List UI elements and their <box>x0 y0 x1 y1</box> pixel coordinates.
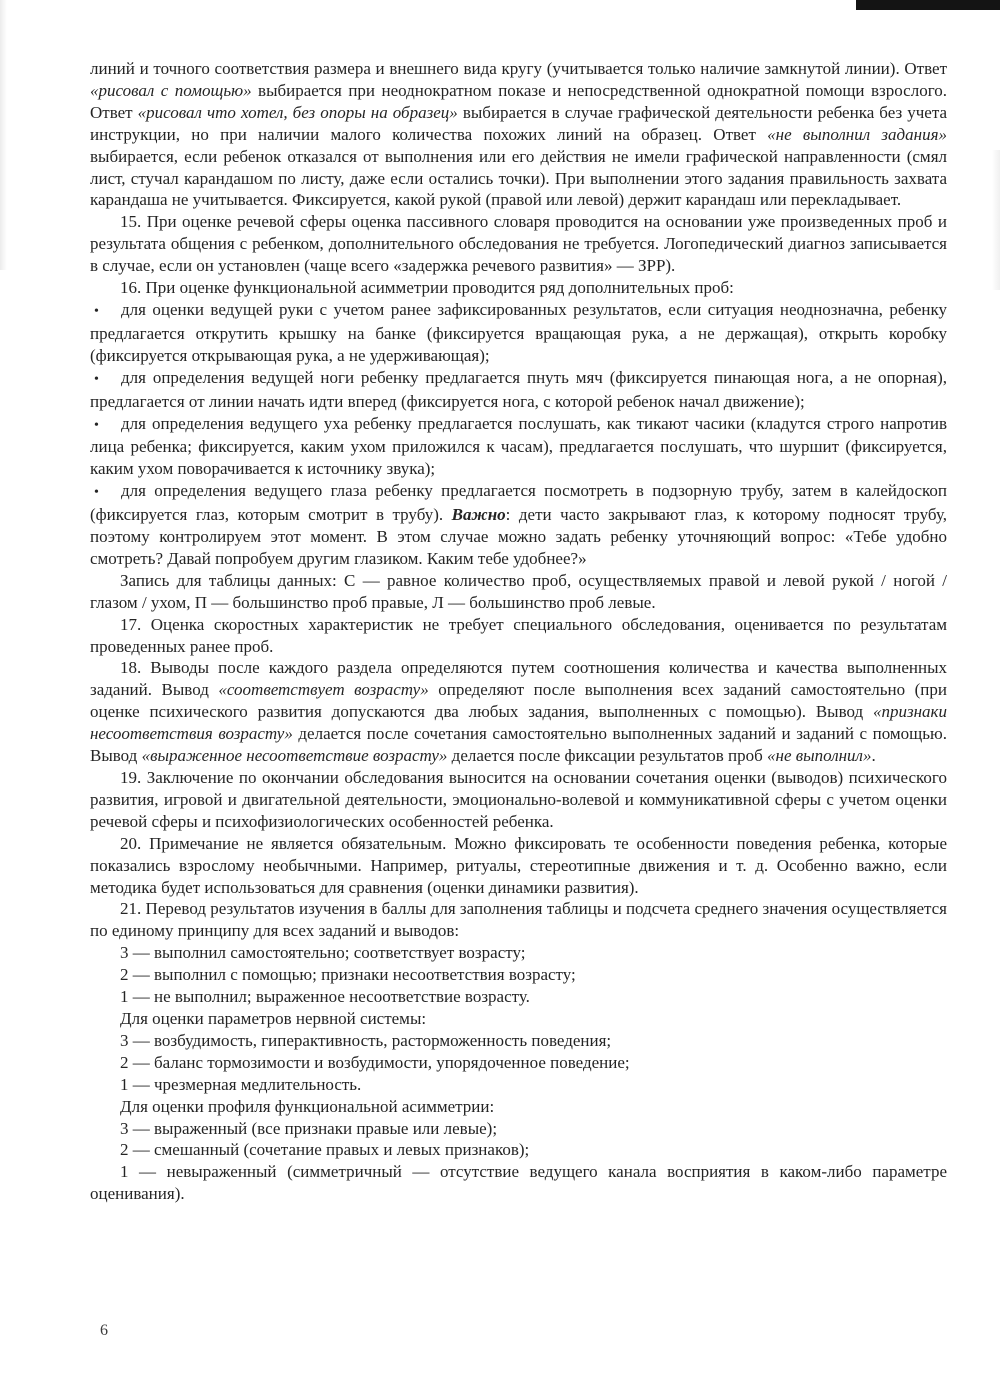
paragraph <box>90 986 947 1008</box>
text-run: выбирается в случае графической деятельности ребенка без учета инструкции, но при наличии малого количества похожих линий на образец. Ответ <box>90 102 948 144</box>
text-run: для определения ведущего глаза ребенку предлагается посмотреть в подзорную трубу, затем в калейдоскоп (фиксируется глаз, которым смотрит в трубу). <box>90 481 947 525</box>
text-run: Важно <box>451 505 506 525</box>
text-run: «рисовал с помощью» <box>90 80 252 100</box>
text-run: 16. При оценке функциональной асимметрии проводится ряд дополнительных проб: <box>120 278 734 298</box>
paragraph <box>90 277 947 299</box>
paragraph <box>90 1139 947 1161</box>
bullet-paragraph <box>90 480 947 570</box>
bullet-icon: • <box>94 303 99 319</box>
scan-edge-shade <box>0 0 7 270</box>
text-run: «рисовал что хотел, без опоры на образец» <box>137 102 458 122</box>
text-run: делается после фиксации результатов проб <box>447 746 768 766</box>
text-run: «выраженное несоответствие возрасту» <box>141 746 448 766</box>
paragraph <box>90 58 947 211</box>
bullet-paragraph <box>90 413 947 481</box>
text-run: Запись для таблицы данных: С — равное количество проб, осуществляемых правой и левой рукой / ногой / глазом / ухом, П — большинство проб правые, Л — большинство проб левые. <box>90 570 947 612</box>
text-run: 20. Примечание не является обязательным. Можно фиксировать те особенности поведения ребенка, которые показались взрослому необычными. Например, ритуалы, стереотипные движения и т. д. Особенно важно, если методика будет использоваться для сравнения (оценки динамики развития). <box>90 833 947 897</box>
text-run: Для оценки параметров нервной системы: <box>120 1008 427 1028</box>
text-run: определяют после выполнения всех заданий самостоятельно (при оценке психического развития допускаются два любых задания, выполненных с помощью). Вывод <box>90 680 947 722</box>
paragraph <box>90 942 947 964</box>
text-run: 1 — не выполнил; выраженное несоответствие возрасту. <box>120 987 530 1007</box>
text-run: 2 — смешанный (сочетание правых и левых признаков); <box>120 1140 530 1160</box>
text-run: линий и точного соответствия размера и внешнего вида кругу (учитывается только наличие замкнутой линии). Ответ <box>90 59 947 78</box>
text-run: для определения ведущего уха ребенку предлагается послушать, как тикают часики (кладутся строго напротив лица ребенка; фиксируется, каким ухом приложился к часам), предлагается послушать, что шуршит (фиксируется, каким ухом поворачивается к источнику звука); <box>90 413 947 479</box>
text-run: 1 — чрезмерная медлительность. <box>120 1074 362 1094</box>
paragraph <box>90 1030 947 1052</box>
text-run: 3 — выраженный (все признаки правые или левые); <box>120 1118 498 1138</box>
text-run: Для оценки профиля функциональной асимметрии: <box>120 1096 495 1116</box>
paragraph <box>90 614 947 658</box>
bullet-paragraph <box>90 299 947 367</box>
text-run: «признаки несоответствия возрасту» <box>90 702 947 744</box>
paragraph <box>90 657 947 767</box>
paragraph <box>90 211 947 277</box>
text-run: для определения ведущей ноги ребенку предлагается пнуть мяч (фиксируется пинающая нога, а не опорная), предлагается от линии начать идти вперед (фиксируется нога, с которой ребенок начал движение); <box>90 367 947 411</box>
paragraph <box>90 570 947 614</box>
paragraph <box>90 1161 947 1205</box>
text-run: выбирается, если ребенок отказался от выполнения или его действия не имели графической направленности (смял лист, стучал карандашом по листу, даже если остались точки). При выполнении этого задания правильность захвата карандаша не учитывается. Фиксируется, какой рукой (правой или левой) держит карандаш или перекладывает. <box>90 146 947 210</box>
text-run: 2 — баланс тормозимости и возбудимости, упорядоченное поведение; <box>120 1052 630 1072</box>
document-text <box>90 58 947 1205</box>
text-run: «не выполнил» <box>767 746 872 766</box>
text-run: 17. Оценка скоростных характеристик не требует специального обследования, оценивается по результатам проведенных ранее проб. <box>90 614 947 656</box>
text-run: . <box>871 746 876 766</box>
text-run: 18. Выводы после каждого раздела определяются путем соотношения количества и качества выполненных заданий. Вывод <box>90 658 947 700</box>
text-run: 15. При оценке речевой сферы оценка пассивного словаря проводится на основании уже произведенных проб и результата общения с ребенком, дополнительного обследования не требуется. Логопедический диагноз записывается в случае, если он установлен (чаще всего «задержка речевого развития» — ЗРР). <box>90 212 947 276</box>
paragraph <box>90 964 947 986</box>
scan-edge-smudge <box>992 150 1000 290</box>
paragraph <box>90 1074 947 1096</box>
bullet-icon: • <box>94 371 99 387</box>
paragraph <box>90 767 947 833</box>
text-run: 3 — выполнил самостоятельно; соответствует возрасту; <box>120 943 526 963</box>
paragraph <box>90 1052 947 1074</box>
paragraph <box>90 1118 947 1140</box>
text-run: для оценки ведущей руки с учетом ранее зафиксированных результатов, если ситуация неоднозначна, ребенку предлагается открутить крышку на банке (фиксируется вращающая рука, а не держащая), открыть коробку (фиксируется открывающая рука, а не удерживающая); <box>90 299 947 365</box>
scan-artifact-bar <box>856 0 1000 10</box>
text-run: 19. Заключение по окончании обследования выносится на основании сочетания оценки (выводов) психического развития, игровой и двигательной деятельности, эмоционально-волевой и коммуникативной сферы с учетом оценки речевой сферы и психофизиологических особенностей ребенка. <box>90 768 947 831</box>
text-run: 1 — невыраженный (симметричный — отсутствие ведущего канала восприятия в каком-либо параметре оценивания). <box>90 1162 947 1204</box>
text-run: 2 — выполнил с помощью; признаки несоответствия возрасту; <box>120 965 576 985</box>
paragraph <box>90 833 947 899</box>
bullet-icon: • <box>94 485 99 501</box>
page-number: 6 <box>100 1322 108 1339</box>
text-run: : дети часто закрывают глаз, к которому подносят трубу, поэтому контролируем этот момент. В этом случае можно задать ребенку уточняющий вопрос: «Тебе удобно смотреть? Давай попробуем другим глазиком. Каким тебе удобнее?» <box>90 505 947 568</box>
paragraph <box>90 898 947 942</box>
text-run: «не выполнил задания» <box>767 124 947 144</box>
bullet-paragraph <box>90 367 947 413</box>
text-run: выбирается при неоднократном показе и непосредственной однократной помощи взрослого. Ответ <box>90 80 948 122</box>
paragraph <box>90 1008 947 1030</box>
text-run: «соответствует возрасту» <box>218 680 429 700</box>
text-run: 21. Перевод результатов изучения в баллы для заполнения таблицы и подсчета среднего значения осуществляется по единому принципу для всех заданий и выводов: <box>90 899 947 941</box>
text-run: делается после сочетания самостоятельно выполненных заданий и заданий с помощью. Вывод <box>90 724 947 766</box>
paragraph <box>90 1096 947 1118</box>
text-run: 3 — возбудимость, гиперактивность, расторможенность поведения; <box>120 1030 612 1050</box>
bullet-icon: • <box>94 417 99 433</box>
